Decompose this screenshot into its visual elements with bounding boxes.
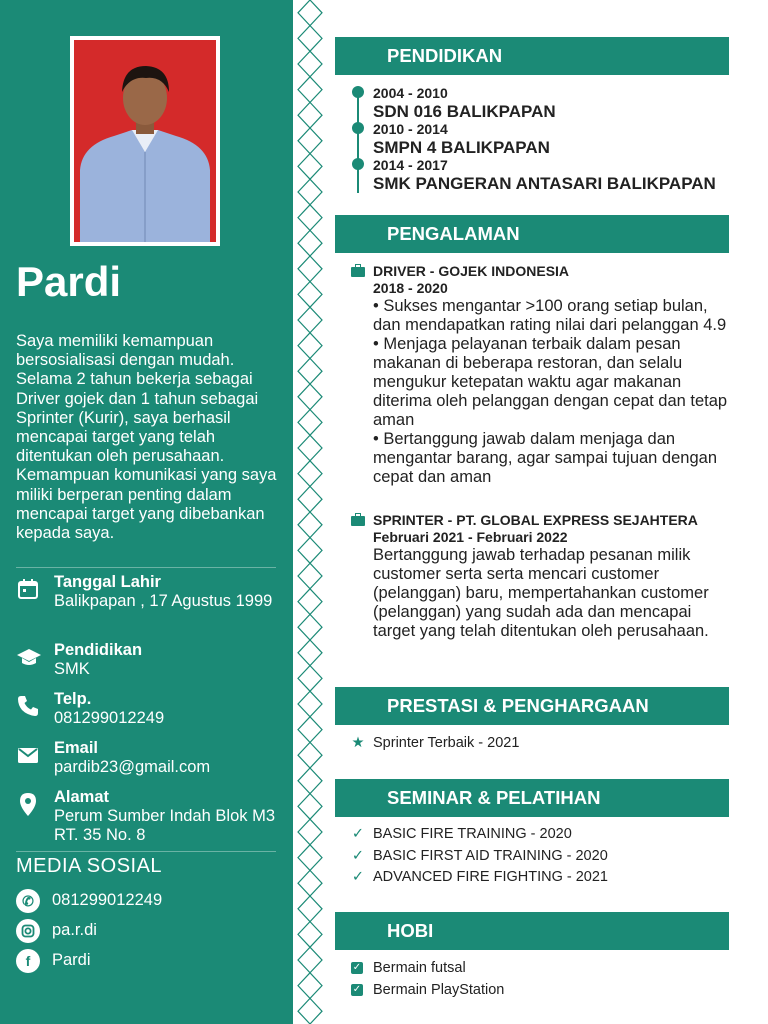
profile-summary: Saya memiliki kemampuan bersosialisasi dengan mudah. Selama 2 tahun bekerja sebagai Driver gojek dan 1 tahun sebagai Sprinter (Kurir), saya berhasil mencapai target yang telah ditentukan oleh perusahaan. Kemampuan komunikasi yang saya miliki berperan penting dalam mencapai target yang dibebankan kepada saya.: [16, 332, 277, 543]
experience-description: • Sukses mengantar >100 orang setiap bulan, dan mendapatkan rating nilai dari pelanggan 4.9 • Menjaga pelayanan terbaik dalam pesan makanan di beberapa restoran, dan selalu mengukur ketepatan waktu agar makanan diterima oleh pelanggan dengan cepat dan tetap aman • Bertanggung jawab dalam menjaga dan mengantar barang, agar sampai tujuan dengan cepat dan aman: [373, 297, 728, 486]
education-label: Pendidikan: [54, 641, 143, 659]
graduation-cap-icon: [16, 645, 44, 673]
email-value[interactable]: pardib23@gmail.com: [54, 758, 211, 776]
check-icon: ✓: [351, 848, 365, 864]
contact-education: [16, 641, 281, 681]
education-years: 2004 - 2010: [373, 85, 448, 101]
experience-item: [373, 263, 733, 487]
person-name: Pardi: [16, 258, 122, 305]
address-value: Perum Sumber Indah Blok M3 RT. 35 No. 8: [54, 807, 276, 844]
social-media-heading: MEDIA SOSIAL: [16, 855, 163, 877]
award-text: Sprinter Terbaik - 2021: [373, 735, 520, 751]
experience-title: SPRINTER - PT. GLOBAL EXPRESS SEJAHTERA: [373, 512, 698, 528]
experience-period: 2018 - 2020: [373, 280, 448, 296]
section-header-education: [335, 37, 729, 75]
timeline-dot: [352, 158, 364, 170]
education-years: 2014 - 2017: [373, 157, 448, 173]
section-title: PENDIDIKAN: [387, 45, 503, 66]
contact-birthdate: [16, 573, 281, 629]
social-whatsapp-text: 081299012249: [52, 891, 163, 909]
whatsapp-icon: ✆: [16, 889, 40, 913]
sidebar: [0, 0, 293, 1024]
experience-item: [373, 512, 733, 641]
social-instagram-text: pa.r.di: [52, 921, 97, 939]
seminar-text: BASIC FIRST AID TRAINING - 2020: [373, 848, 608, 864]
social-facebook-text: Pardi: [52, 951, 91, 969]
timeline-dot: [352, 86, 364, 98]
timeline-line: [357, 88, 359, 193]
phone-label: Telp.: [54, 690, 92, 708]
education-years: 2010 - 2014: [373, 121, 448, 137]
experience-description: Bertanggung jawab terhadap pesanan milik customer serta serta mencari customer (pelanggan) baru, mempertahankan customer (pelanggan) yang sudah ada dan mencapai target yang telah ditentukan oleh perusahaan.: [373, 546, 709, 640]
contact-email: [16, 739, 281, 779]
hobby-text: Bermain futsal: [373, 960, 466, 976]
phone-icon: [16, 694, 44, 722]
address-label: Alamat: [54, 788, 110, 806]
section-header-hobbies: [335, 912, 729, 950]
education-school: SDN 016 BALIKPAPAN: [373, 102, 556, 121]
star-icon: ★: [351, 735, 365, 751]
education-value: SMK: [54, 660, 90, 678]
section-title: SEMINAR & PELATIHAN: [387, 787, 601, 808]
check-icon: ✓: [351, 869, 365, 885]
email-icon: [16, 743, 44, 771]
facebook-icon: f: [16, 949, 40, 973]
profile-photo: [74, 40, 216, 242]
section-header-awards: [335, 687, 729, 725]
divider: [16, 567, 276, 568]
checkbox-icon: ✓: [352, 984, 362, 995]
experience-period: Februari 2021 - Februari 2022: [373, 529, 568, 545]
check-icon: ✓: [351, 826, 365, 842]
checkbox-icon: ✓: [352, 962, 362, 973]
section-header-seminars: [335, 779, 729, 817]
timeline-dot: [352, 122, 364, 134]
seminar-text: BASIC FIRE TRAINING - 2020: [373, 826, 572, 842]
diamond-border-decoration: [293, 0, 327, 1024]
birthdate-value: Balikpapan , 17 Agustus 1999: [54, 592, 273, 610]
section-title: PRESTASI & PENGHARGAAN: [387, 695, 649, 716]
hobby-text: Bermain PlayStation: [373, 982, 505, 998]
contact-phone: [16, 690, 281, 730]
experience-title: DRIVER - GOJEK INDONESIA: [373, 263, 570, 279]
section-header-experience: [335, 215, 729, 253]
briefcase-icon: [351, 516, 365, 526]
divider: [16, 851, 276, 852]
birthdate-label: Tanggal Lahir: [54, 573, 161, 591]
profile-photo-frame: [70, 36, 220, 246]
seminar-text: ADVANCED FIRE FIGHTING - 2021: [373, 869, 608, 885]
instagram-icon: [16, 919, 40, 943]
briefcase-icon: [351, 267, 365, 277]
education-school: SMPN 4 BALIKPAPAN: [373, 138, 550, 157]
education-school: SMK PANGERAN ANTASARI BALIKPAPAN: [373, 174, 716, 193]
email-label: Email: [54, 739, 99, 757]
contact-address: [16, 788, 281, 848]
calendar-icon: [16, 577, 44, 605]
section-title: HOBI: [387, 920, 434, 941]
phone-value[interactable]: 081299012249: [54, 709, 165, 727]
location-pin-icon: [16, 792, 44, 820]
section-title: PENGALAMAN: [387, 223, 520, 244]
